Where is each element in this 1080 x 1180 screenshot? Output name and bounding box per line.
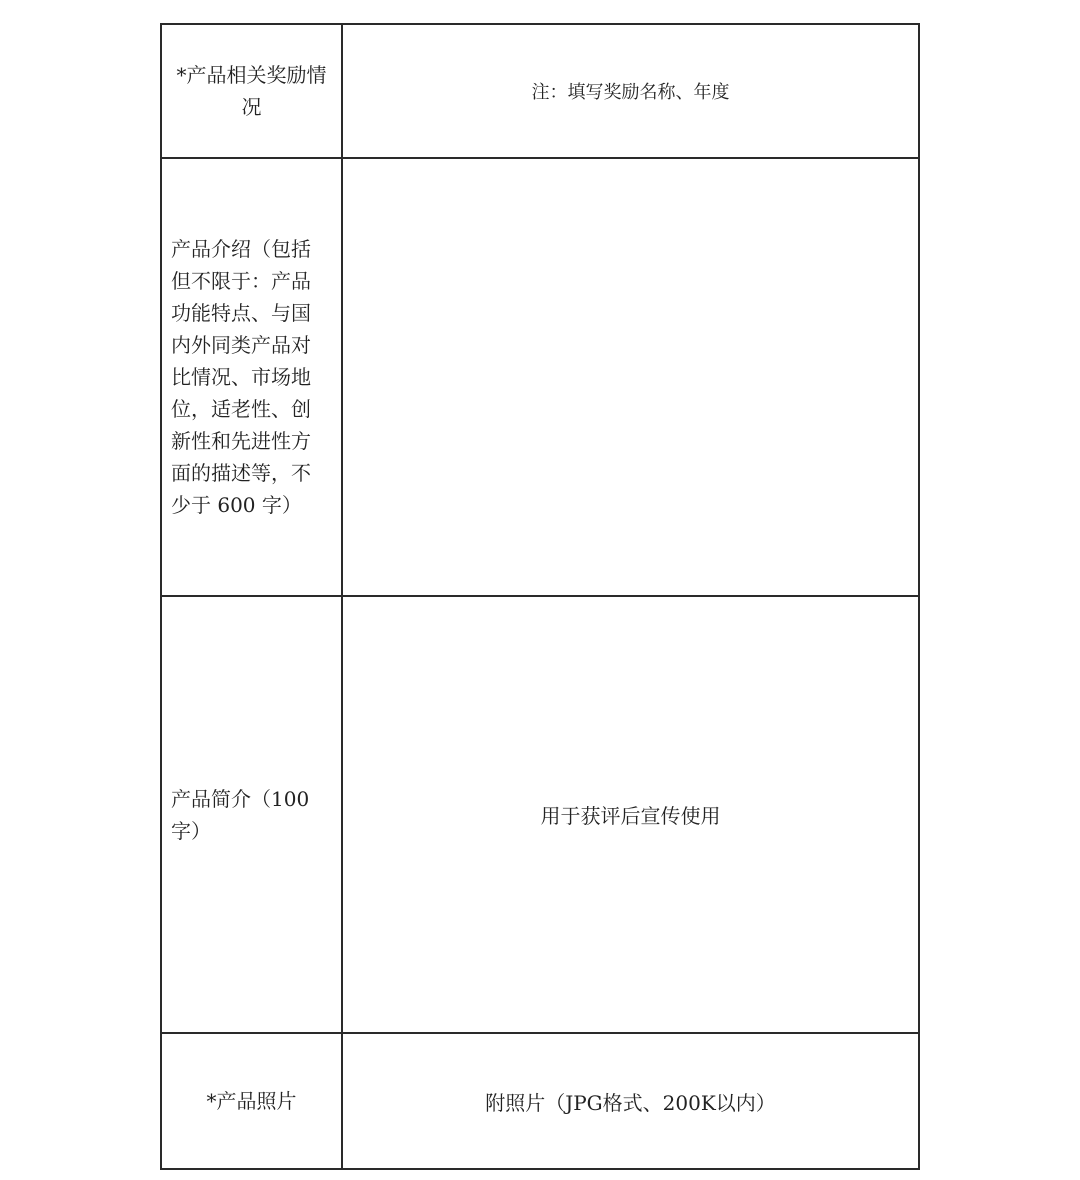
label-product-photo: *产品照片 <box>206 1089 297 1113</box>
product-info-form-table <box>160 23 920 1170</box>
label-cell-product-photo <box>162 1034 343 1168</box>
label-cell-product-awards <box>162 25 343 157</box>
note-product-summary: 用于获评后宣传使用 <box>540 804 721 828</box>
value-cell-product-introduction[interactable] <box>343 159 918 595</box>
label-product-awards: *产品相关奖励情况 <box>176 63 327 119</box>
row-product-awards <box>162 25 918 159</box>
note-product-photo: 附照片（JPG格式、200K以内） <box>485 1090 776 1115</box>
value-cell-product-awards[interactable] <box>343 25 918 157</box>
note-product-awards: 注：填写奖励名称、年度 <box>531 82 730 103</box>
value-cell-product-photo[interactable] <box>343 1034 918 1168</box>
label-product-introduction: 产品介绍（包括但不限于：产品功能特点、与国内外同类产品对比情况、市场地位，适老性、创新性和先进性方面的描述等，不少于 600 字） <box>171 237 311 517</box>
row-product-photo <box>162 1034 918 1168</box>
label-product-summary: 产品简介（100 字） <box>171 786 310 843</box>
label-cell-product-introduction <box>162 159 343 595</box>
label-cell-product-summary <box>162 597 343 1032</box>
row-product-introduction <box>162 159 918 597</box>
value-cell-product-summary[interactable] <box>343 597 918 1032</box>
row-product-summary <box>162 597 918 1034</box>
